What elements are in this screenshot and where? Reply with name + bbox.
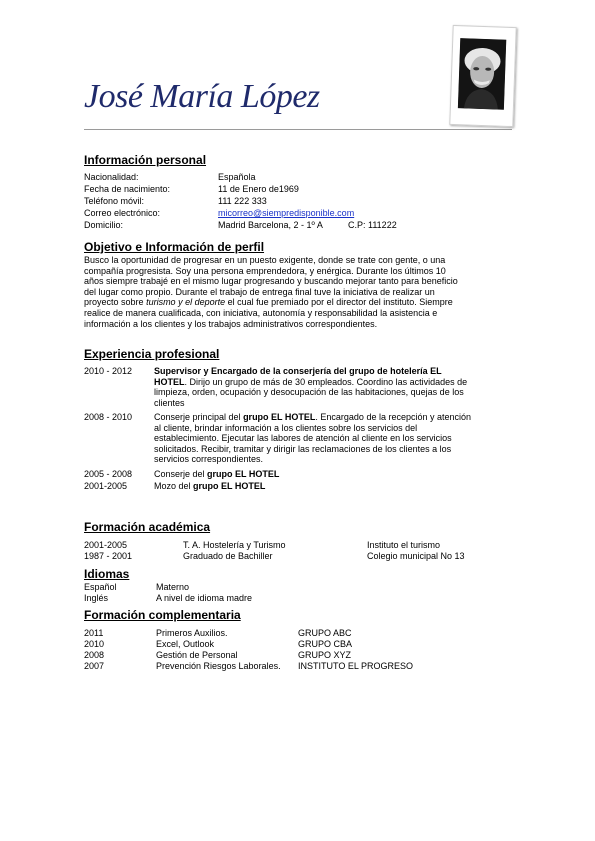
experience-line: al cliente, brindar información a los clientes sobre los servicios del [154, 422, 418, 433]
experience-text: Conserje principal del [154, 412, 241, 422]
training-year: 2008 [84, 650, 105, 660]
objective-line [84, 297, 514, 308]
candidate-name: José María López [84, 78, 320, 115]
training-course: Prevención Riesgos Laborales. [156, 661, 281, 671]
education-school: Colegio municipal No 13 [367, 551, 465, 561]
label-address: Domicilio: [84, 220, 124, 230]
label-email: Correo electrónico: [84, 208, 161, 218]
experience-line: Supervisor y Encargado de la conserjería del grupo de hotelería EL [154, 366, 442, 376]
experience-line: clientes [154, 397, 185, 408]
experience-period: 2005 - 2008 [84, 469, 133, 479]
education-title: T. A. Hostelería y Turismo [183, 540, 286, 550]
label-phone: Teléfono móvil: [84, 196, 145, 206]
employer-name: grupo EL HOTEL [193, 481, 266, 491]
header-divider [84, 129, 512, 130]
training-year: 2007 [84, 661, 105, 671]
experience-description [154, 481, 265, 492]
objective-text: proyecto sobre [84, 297, 144, 308]
section-heading-experience: Experiencia profesional [84, 347, 220, 361]
objective-line: compañía progresista. Soy una persona emprendedora, y enérgica. Durante los últimos 10 [84, 265, 446, 276]
training-org: GRUPO CBA [298, 639, 353, 649]
experience-description [154, 469, 279, 480]
language-name: Inglés [84, 593, 109, 603]
experience-text: Conserje del [154, 469, 205, 479]
objective-text: el cual fue premiado por el director del instituto. Siempre [227, 297, 453, 308]
experience-description [154, 412, 514, 465]
experience-line: solicitados. Recibir, tramitar y dirigir las reclamaciones de los clientes a los [154, 443, 452, 454]
employer-name: HOTEL [154, 376, 185, 387]
objective-line: del lugar como propio. Durante el trabajo de entrega final tuve la iniciativa de realizar un [84, 286, 435, 297]
section-heading-education: Formación académica [84, 520, 211, 534]
objective-line: realice de manera cualificada, con iniciativa, autonomía y responsabilidad la asistencia e [84, 307, 438, 318]
objective-line: Busco la oportunidad de progresar en un puesto exigente, donde se trate con gente, o una [84, 255, 446, 265]
objective-paragraph [84, 255, 514, 329]
experience-text: . Encargado de la recepción y atención [315, 412, 472, 422]
value-nationality: Española [218, 172, 256, 182]
language-level: A nivel de idioma madre [156, 593, 253, 603]
experience-period: 2010 - 2012 [84, 366, 133, 376]
objective-line: información a los clientes y los trabajos administrativos correspondientes. [84, 318, 378, 329]
section-heading-objective: Objetivo e Información de perfil [84, 240, 265, 254]
training-year: 2011 [84, 628, 104, 638]
experience-description [154, 366, 514, 408]
language-level: Materno [156, 582, 190, 592]
objective-line: años siempre trabajé en el mismo lugar progresando y buscando mejorar tanto para beneficio [84, 276, 458, 287]
section-heading-personal: Información personal [84, 153, 207, 167]
training-org: GRUPO XYZ [298, 650, 352, 660]
education-school: Instituto el turismo [367, 540, 441, 550]
experience-text: . Dirijo un grupo de más de 30 empleados. Coordino las actividades de [184, 376, 468, 387]
experience-text: Mozo del [154, 481, 191, 491]
experience-line: limpieza, orden, ocupación y desocupación de las habitaciones, quejas de los [154, 387, 464, 398]
employer-name: grupo EL HOTEL [243, 412, 316, 422]
value-birthdate: 11 de Enero de1969 [218, 184, 299, 194]
training-course: Excel, Outlook [156, 639, 215, 649]
experience-line: servicios correspondientes. [154, 454, 264, 465]
value-address: Madrid Barcelona, 2 - 1º A [218, 220, 323, 230]
experience-period: 2008 - 2010 [84, 412, 133, 422]
experience-line: establecimiento. Ejecutar las labores de atención al cliente en los servicios [154, 433, 452, 444]
profile-photo [449, 25, 516, 127]
training-course: Primeros Auxilios. [156, 628, 228, 638]
section-heading-languages: Idiomas [84, 567, 130, 581]
training-org: INSTITUTO EL PROGRESO [298, 661, 414, 671]
value-phone: 111 222 333 [218, 196, 267, 206]
employer-name: grupo EL HOTEL [207, 469, 280, 479]
language-name: Español [84, 582, 117, 592]
experience-line [154, 412, 514, 423]
experience-line [154, 377, 514, 388]
training-year: 2010 [84, 639, 105, 649]
training-org: GRUPO ABC [298, 628, 352, 638]
experience-period: 2001-2005 [84, 481, 128, 491]
training-course: Gestión de Personal [156, 650, 238, 660]
email-link[interactable]: micorreo@siempredisponible.com [218, 208, 355, 218]
objective-emphasis: turismo y el deporte [146, 297, 226, 308]
label-nationality: Nacionalidad: [84, 172, 139, 182]
portrait-image [458, 38, 506, 110]
label-birthdate: Fecha de nacimiento: [84, 184, 171, 194]
education-title: Graduado de Bachiller [183, 551, 273, 561]
education-period: 1987 - 2001 [84, 551, 133, 561]
value-postal-code: C.P: 111222 [348, 220, 397, 230]
section-heading-training: Formación complementaria [84, 608, 241, 622]
education-period: 2001-2005 [84, 540, 128, 550]
